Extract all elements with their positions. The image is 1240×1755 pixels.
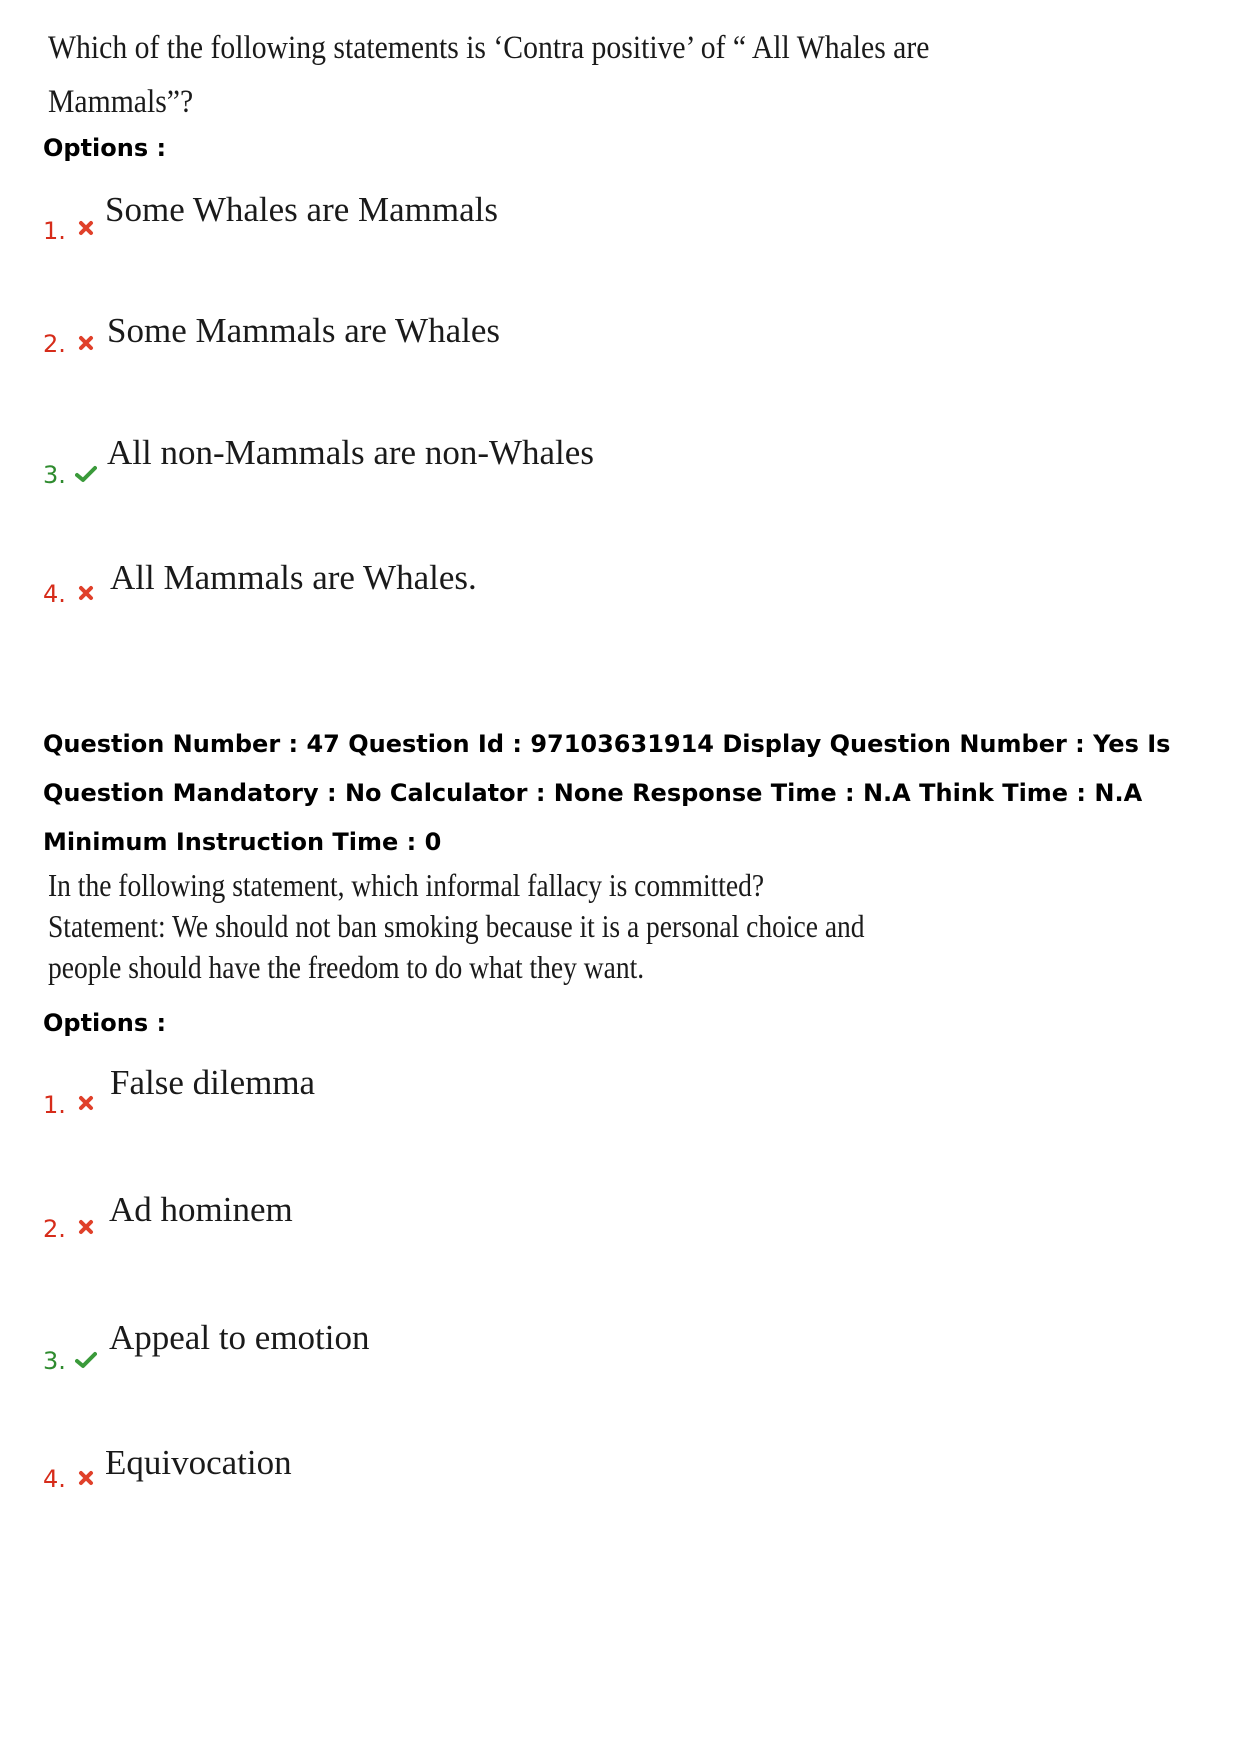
cross-icon [77, 1469, 95, 1487]
question-text-line-3: people should have the freedom to do what they want. [48, 949, 645, 985]
option-marker [43, 1091, 95, 1119]
option-text: Appeal to emotion [109, 1318, 370, 1357]
question-text-line-2: Mammals”? [48, 84, 194, 120]
cross-icon [77, 584, 95, 602]
option-number: 1. [43, 217, 66, 245]
option-number: 4. [43, 580, 66, 608]
cross-icon [77, 334, 95, 352]
option-number: 3. [43, 1347, 66, 1375]
option-text: Equivocation [105, 1443, 292, 1482]
option-marker [43, 1347, 97, 1375]
option-marker [43, 1465, 95, 1493]
option-number: 1. [43, 1091, 66, 1119]
option-marker [43, 330, 95, 358]
question-text-line-1: Which of the following statements is ‘Contra positive’ of “ All Whales are [48, 30, 930, 66]
option-marker [43, 580, 95, 608]
option-number: 2. [43, 330, 66, 358]
option-number: 4. [43, 1465, 66, 1493]
question-text-line-1: In the following statement, which informal fallacy is committed? [48, 867, 765, 903]
check-icon [75, 465, 97, 483]
options-label: Options : [43, 134, 167, 162]
option-text: False dilemma [110, 1063, 316, 1102]
check-icon [75, 1351, 97, 1369]
options-label: Options : [43, 1009, 167, 1037]
option-marker [43, 461, 97, 489]
option-number: 2. [43, 1215, 66, 1243]
option-text: All Mammals are Whales. [110, 558, 477, 597]
question-metadata: Question Number : 47 Question Id : 97103631914 Display Question Number : Yes Is Question Mandatory : No Calculator : None Response Time : N.A Think Time : N.A Minimum Instruction Time : 0 [43, 730, 1171, 856]
option-marker [43, 1215, 95, 1243]
option-marker [43, 217, 95, 245]
cross-icon [77, 219, 95, 237]
cross-icon [77, 1218, 95, 1236]
option-number: 3. [43, 461, 66, 489]
cross-icon [77, 1094, 95, 1112]
question-text-line-2: Statement: We should not ban smoking because it is a personal choice and [48, 908, 865, 944]
option-text: Some Whales are Mammals [105, 190, 498, 229]
option-text: All non-Mammals are non-Whales [107, 433, 594, 472]
option-text: Some Mammals are Whales [107, 311, 500, 350]
option-text: Ad hominem [109, 1190, 293, 1229]
